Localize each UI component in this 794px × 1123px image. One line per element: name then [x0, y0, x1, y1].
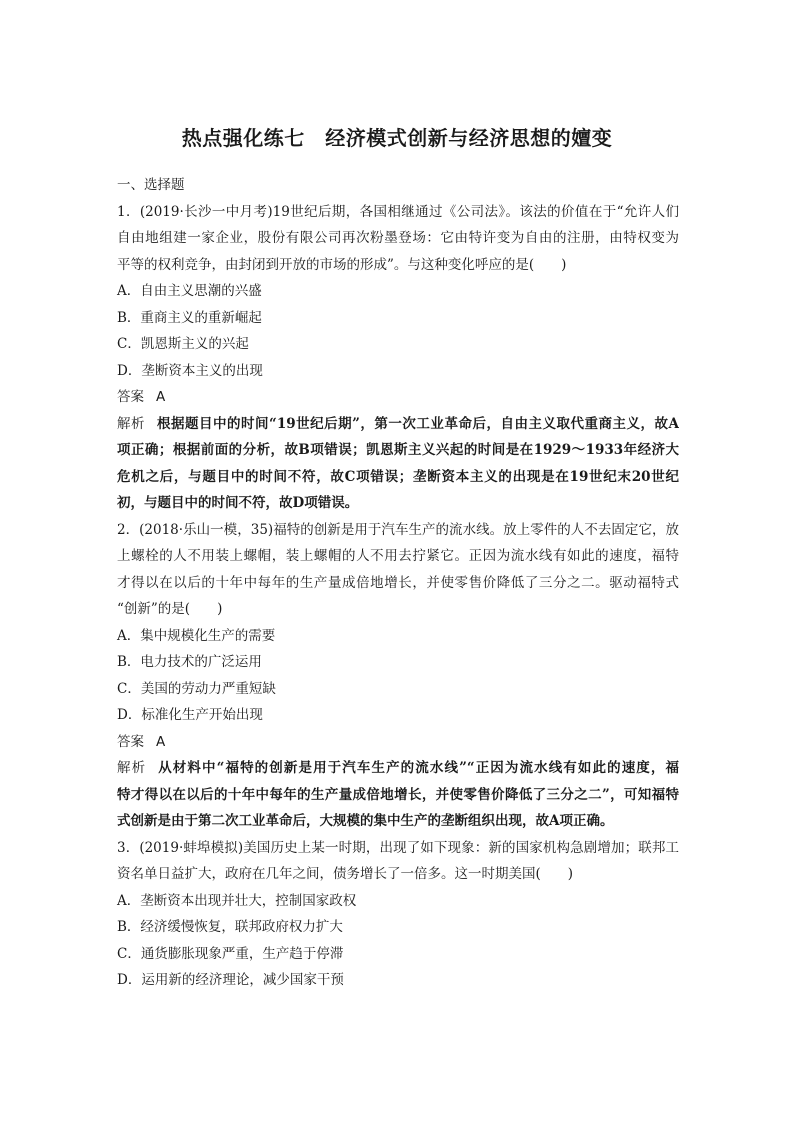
question-3-stem-line: 资名单日益扩大，政府在几年之间，债务增长了一倍多。这一时期美国( ) — [117, 866, 574, 882]
question-2-option-c: C．美国的劳动力严重短缺 — [117, 680, 276, 697]
answer-value: A — [156, 389, 166, 405]
question-1-option-c: C．凯恩斯主义的兴起 — [117, 336, 249, 352]
answer-value: A — [156, 733, 166, 750]
question-3-option-b: B．经济缓慢恢复，联邦政府权力扩大 — [117, 919, 343, 935]
question-2-explanation-line: 式创新是由于第二次工业革命后，大规模的集中生产的垄断组织出现，故A项正确。 — [117, 813, 614, 829]
question-2-explanation-line — [117, 755, 679, 782]
question-2 — [117, 517, 679, 835]
question-1-explanation-line — [117, 411, 679, 438]
question-1-stem-line: 自由地组建一家企业，股份有限公司再次粉墨登场：它由特许变为自由的注册，由特权变为 — [117, 230, 679, 246]
question-2-option-b: B．电力技术的广泛运用 — [117, 654, 262, 670]
question-2-stem-line: 上螺栓的人不用装上螺帽，装上螺帽的人不用去拧紧它。正因为流水线有如此的速度，福特 — [117, 548, 679, 564]
question-1-option-d: D．垄断资本主义的出现 — [117, 362, 263, 379]
question-3-option-a: A．垄断资本出现并壮大，控制国家政权 — [117, 892, 357, 909]
page-title: 热点强化练七 经济模式创新与经济思想的嬗变 — [181, 126, 613, 150]
question-1-option-b: B．重商主义的重新崛起 — [117, 309, 262, 326]
question-2-option-d: D．标准化生产开始出现 — [117, 707, 263, 723]
question-2-stem-line: 2．(2018·乐山一模，35)福特的创新是用于汽车生产的流水线。放上零件的人不去固定它，放 — [117, 521, 679, 538]
question-2-stem-line: 才得以在以后的十年中每年的生产量成倍地增长，并使零售价降低了三分之二。驱动福特式 — [117, 574, 679, 591]
question-3 — [117, 835, 679, 994]
question-1 — [117, 199, 679, 517]
question-2-option-a: A．集中规模化生产的需要 — [117, 627, 276, 644]
question-1-stem-line: 1．(2019·长沙一中月考)19世纪后期，各国相继通过《公司法》。该法的价值在于“允许人们 — [117, 203, 679, 220]
question-3-option-c: C．通货膨胀现象严重，生产趋于停滞 — [117, 945, 344, 962]
answer-label: 答案 — [117, 733, 144, 750]
question-2-stem-line: “创新”的是( ) — [117, 601, 223, 617]
question-1-answer — [117, 384, 679, 411]
explanation-text: 从材料中“福特的创新是用于汽车生产的流水线”“正因为流水线有如此的速度，福 — [158, 760, 679, 776]
question-1-explanation-line: 初，与题目中的时间不符，故D项错误。 — [117, 495, 359, 511]
explanation-label: 解析 — [117, 760, 147, 776]
explanation-label: 解析 — [117, 415, 146, 432]
document-body — [117, 172, 679, 994]
question-2-explanation-line: 特才得以在以后的十年中每年的生产量成倍地增长，并使零售价降低了三分之二”，可知福特 — [117, 786, 679, 803]
question-1-stem-line: 平等的权利竞争，由封闭到开放的市场的形成”。与这种变化呼应的是( ) — [117, 256, 567, 273]
section-heading: 一、选择题 — [117, 177, 185, 193]
question-3-option-d: D．运用新的经济理论，减少国家干预 — [117, 972, 344, 988]
question-1-explanation-line: 危机之后，与题目中的时间不符，故C项错误；垄断资本主义的出现是在19世纪末20世纪 — [117, 468, 679, 485]
question-1-option-a: A．自由主义思潮的兴盛 — [117, 283, 262, 299]
question-1-explanation-line: 项正确；根据前面的分析，故B项错误；凯恩斯主义兴起的时间是在1929～1933年经济大 — [117, 442, 679, 458]
question-3-stem-line: 3．(2019·蚌埠模拟)美国历史上某一时期，出现了如下现象：新的国家机构急剧增加；联邦工 — [117, 839, 679, 856]
explanation-text: 根据题目中的时间“19世纪后期”，第一次工业革命后，自由主义取代重商主义，故A — [157, 415, 679, 432]
answer-label: 答案 — [117, 389, 144, 405]
question-2-answer — [117, 729, 679, 756]
